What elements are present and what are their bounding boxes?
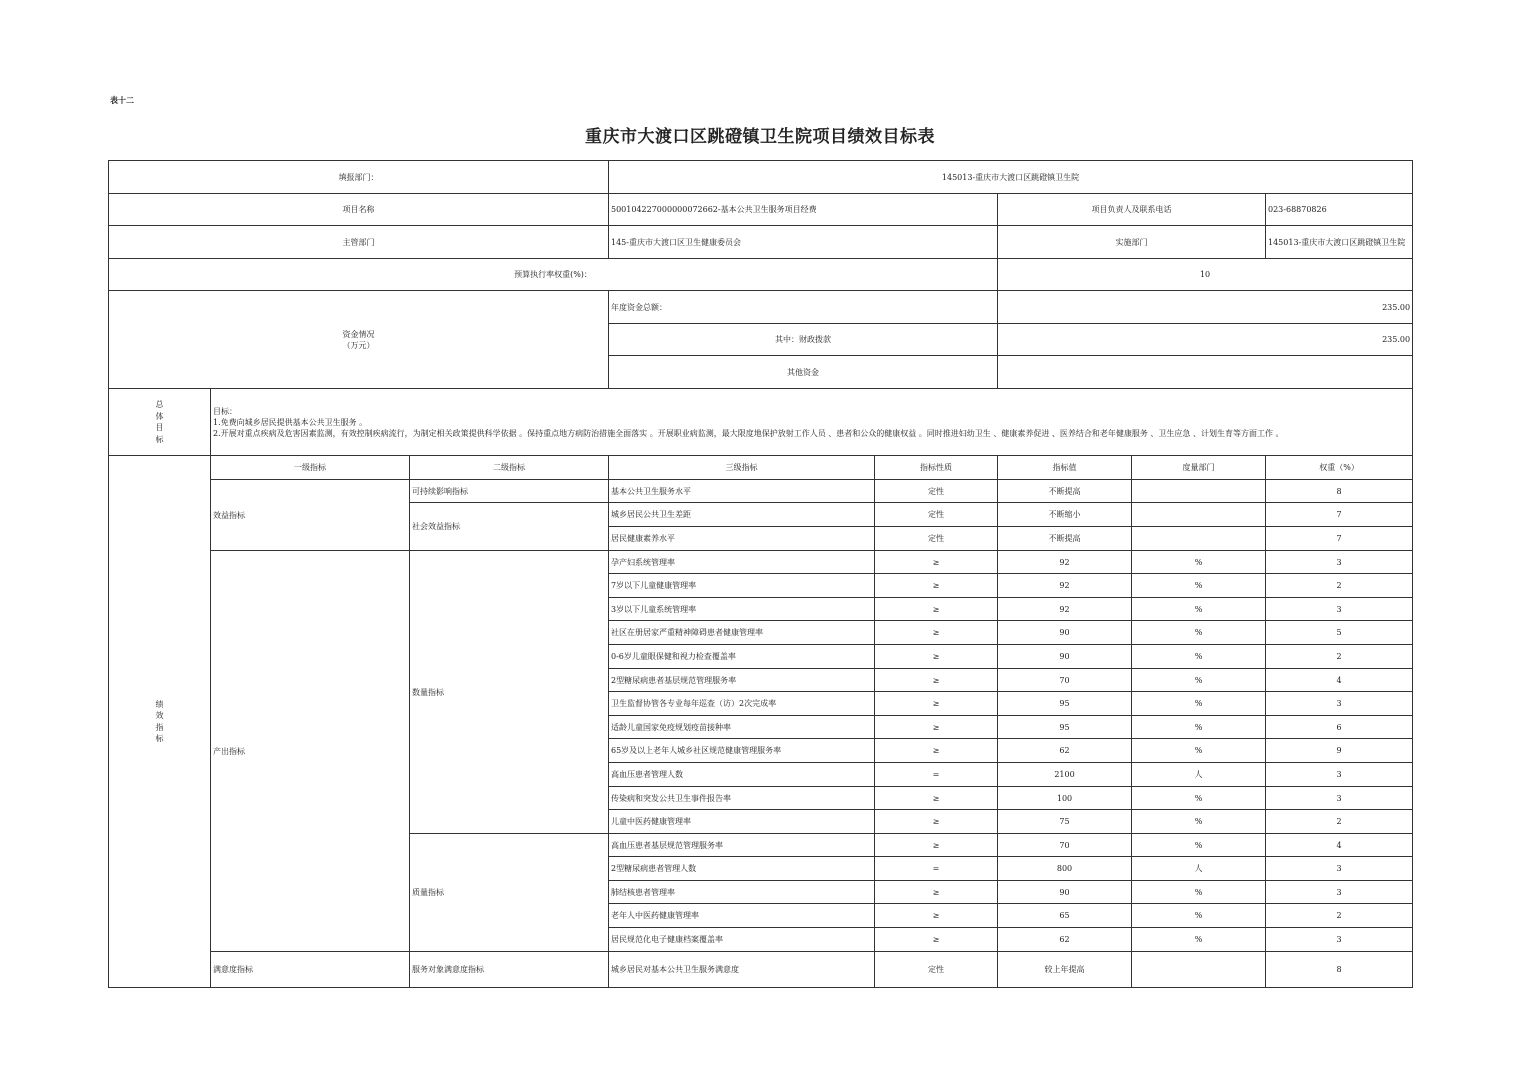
indicator-name: 0-6岁儿童眼保健和视力检查覆盖率 — [609, 645, 875, 669]
indicator-weight: 7 — [1266, 527, 1413, 551]
indicator-name: 老年人中医药健康管理率 — [609, 904, 875, 928]
project-name-label: 项目名称 — [109, 194, 609, 226]
level2-satisfaction: 服务对象满意度指标 — [410, 952, 609, 988]
indicator-value: 95 — [998, 716, 1132, 739]
indicator-nature: 定性 — [875, 503, 998, 527]
overall-goal-text — [211, 389, 1413, 456]
level1-benefit: 效益指标 — [211, 480, 410, 551]
header-level3: 三级指标 — [609, 456, 875, 480]
header-level1: 一级指标 — [211, 456, 410, 480]
indicator-value: 100 — [998, 787, 1132, 810]
indicator-weight: 4 — [1266, 834, 1413, 857]
indicator-unit — [1132, 527, 1266, 551]
goal-line-1: 目标： — [213, 406, 237, 416]
indicator-value: 不断提高 — [998, 480, 1132, 503]
indicator-nature: ≥ — [875, 904, 998, 928]
indicator-name: 65岁及以上老年人城乡社区规范健康管理服务率 — [609, 739, 875, 763]
indicator-unit: % — [1132, 904, 1266, 928]
indicator-name: 高血压患者管理人数 — [609, 763, 875, 787]
indicator-weight: 3 — [1266, 787, 1413, 810]
indicator-weight: 7 — [1266, 503, 1413, 527]
indicator-nature: ≥ — [875, 928, 998, 952]
annual-total-label: 年度资金总额： — [609, 291, 998, 324]
other-fund-label: 其他资金 — [609, 356, 998, 389]
page-title: 重庆市大渡口区跳磴镇卫生院项目绩效目标表 — [585, 127, 935, 147]
indicator-weight: 2 — [1266, 904, 1413, 928]
indicator-name: 2型糖尿病患者管理人数 — [609, 857, 875, 881]
indicator-unit: % — [1132, 739, 1266, 763]
level1-output: 产出指标 — [211, 551, 410, 952]
indicator-value: 90 — [998, 621, 1132, 645]
indicator-name: 城乡居民对基本公共卫生服务满意度 — [609, 952, 875, 988]
indicator-unit — [1132, 952, 1266, 988]
indicator-nature: ≥ — [875, 574, 998, 598]
table-row — [109, 480, 1413, 503]
level2-social: 社会效益指标 — [410, 503, 609, 551]
indicator-value: 800 — [998, 857, 1132, 881]
header-weight: 权重（%） — [1266, 456, 1413, 480]
fiscal-value: 235.00 — [998, 324, 1413, 356]
indicator-name: 城乡居民公共卫生差距 — [609, 503, 875, 527]
goal-line-3: 2.开展对重点疾病及危害因素监测，有效控制疾病流行，为制定相关政策提供科学依据 。保持重点地方病防治措施全面落实 。开展职业病监测，最大限度地保护放射工作人员 、患者和公众的健康权益 。同时推进妇幼卫生 、健康素养促进 、医养结合和老年健康服务 、卫生应急 、计划生育等方面工作 。 — [213, 428, 1284, 438]
indicator-weight: 3 — [1266, 881, 1413, 904]
indicator-unit: % — [1132, 810, 1266, 834]
indicator-weight: 3 — [1266, 692, 1413, 716]
indicator-unit: % — [1132, 787, 1266, 810]
indicator-nature: = — [875, 857, 998, 881]
indicator-name: 适龄儿童国家免疫规划疫苗接种率 — [609, 716, 875, 739]
indicator-nature: ≥ — [875, 881, 998, 904]
indicator-weight: 8 — [1266, 480, 1413, 503]
indicator-unit: % — [1132, 551, 1266, 574]
overall-goal-row — [109, 389, 1413, 456]
indicator-value: 90 — [998, 881, 1132, 904]
performance-goal-table — [108, 160, 1413, 988]
header-nature: 指标性质 — [875, 456, 998, 480]
indicator-name: 2型糖尿病患者基层规范管理服务率 — [609, 669, 875, 692]
indicator-unit: % — [1132, 834, 1266, 857]
indicator-nature: ≥ — [875, 645, 998, 669]
indicator-value: 92 — [998, 551, 1132, 574]
indicator-nature: ≥ — [875, 598, 998, 621]
indicator-name: 肺结核患者管理率 — [609, 881, 875, 904]
indicator-nature: 定性 — [875, 480, 998, 503]
indicator-unit: % — [1132, 669, 1266, 692]
indicator-unit: % — [1132, 574, 1266, 598]
indicator-unit: % — [1132, 928, 1266, 952]
indicator-nature: ≥ — [875, 621, 998, 645]
annual-total-row — [109, 291, 1413, 324]
level2-quantity: 数量指标 — [410, 551, 609, 834]
indicator-value: 不断缩小 — [998, 503, 1132, 527]
indicator-nature: ≥ — [875, 669, 998, 692]
indicator-value: 较上年提高 — [998, 952, 1132, 988]
overall-goal-label: 总 体 目 标 — [109, 389, 211, 456]
contact-label: 项目负责人及联系电话 — [998, 194, 1266, 226]
indicator-nature: ≥ — [875, 739, 998, 763]
level2-quality: 质量指标 — [410, 834, 609, 952]
project-name-value: 500104227000000072662-基本公共卫生服务项目经费 — [609, 194, 998, 226]
indicator-unit — [1132, 503, 1266, 527]
fund-label — [109, 291, 609, 389]
table-row — [109, 952, 1413, 988]
indicator-name: 儿童中医药健康管理率 — [609, 810, 875, 834]
indicator-value: 62 — [998, 739, 1132, 763]
level1-satisfaction: 满意度指标 — [211, 952, 410, 988]
indicator-value: 90 — [998, 645, 1132, 669]
dept-value: 145013-重庆市大渡口区跳磴镇卫生院 — [609, 161, 1413, 194]
indicator-name: 社区在册居家严重精神障碍患者健康管理率 — [609, 621, 875, 645]
indicator-weight: 2 — [1266, 574, 1413, 598]
indicator-weight: 6 — [1266, 716, 1413, 739]
level2-sustainable: 可持续影响指标 — [410, 480, 609, 503]
indicator-weight: 4 — [1266, 669, 1413, 692]
indicator-name: 7岁以下儿童健康管理率 — [609, 574, 875, 598]
indicator-nature: 定性 — [875, 527, 998, 551]
table-row — [109, 551, 1413, 574]
authority-label: 主管部门 — [109, 226, 609, 259]
indicator-unit: % — [1132, 716, 1266, 739]
authority-value: 145-重庆市大渡口区卫生健康委员会 — [609, 226, 998, 259]
indicator-weight: 2 — [1266, 810, 1413, 834]
indicator-name: 传染病和突发公共卫生事件报告率 — [609, 787, 875, 810]
indicator-name: 孕产妇系统管理率 — [609, 551, 875, 574]
indicator-header-row — [109, 456, 1413, 480]
indicator-weight: 8 — [1266, 952, 1413, 988]
dept-row — [109, 161, 1413, 194]
indicator-nature: 定性 — [875, 952, 998, 988]
indicator-weight: 5 — [1266, 621, 1413, 645]
indicator-unit: % — [1132, 621, 1266, 645]
indicator-weight: 3 — [1266, 763, 1413, 787]
fund-label-line2: （万元） — [342, 340, 375, 350]
indicator-value: 65 — [998, 904, 1132, 928]
perf-indicator-label: 绩 效 指 标 — [109, 456, 211, 988]
indicator-nature: ≥ — [875, 716, 998, 739]
indicator-unit: % — [1132, 881, 1266, 904]
table-number: 表十二 — [110, 95, 134, 105]
indicator-weight: 3 — [1266, 551, 1413, 574]
header-level2: 二级指标 — [410, 456, 609, 480]
indicator-unit: % — [1132, 645, 1266, 669]
indicator-unit: 人 — [1132, 857, 1266, 881]
indicator-value: 75 — [998, 810, 1132, 834]
indicator-weight: 2 — [1266, 645, 1413, 669]
indicator-nature: = — [875, 763, 998, 787]
indicator-name: 3岁以下儿童系统管理率 — [609, 598, 875, 621]
indicator-name: 卫生监督协管各专业每年巡查（访）2次完成率 — [609, 692, 875, 716]
indicator-unit — [1132, 480, 1266, 503]
header-value: 指标值 — [998, 456, 1132, 480]
indicator-weight: 3 — [1266, 598, 1413, 621]
indicator-name: 基本公共卫生服务水平 — [609, 480, 875, 503]
fund-label-line1: 资金情况 — [342, 329, 375, 339]
indicator-weight: 3 — [1266, 928, 1413, 952]
other-fund-value — [998, 356, 1413, 389]
indicator-nature: ≥ — [875, 834, 998, 857]
indicator-value: 92 — [998, 598, 1132, 621]
goal-line-2: 1.免费向城乡居民提供基本公共卫生服务 。 — [213, 417, 368, 427]
indicator-nature: ≥ — [875, 551, 998, 574]
impl-dept-value: 145013-重庆市大渡口区跳磴镇卫生院 — [1266, 226, 1413, 259]
indicator-unit: % — [1132, 692, 1266, 716]
indicator-name: 居民健康素养水平 — [609, 527, 875, 551]
indicator-nature: ≥ — [875, 692, 998, 716]
authority-row — [109, 226, 1413, 259]
project-name-row — [109, 194, 1413, 226]
impl-dept-label: 实施部门 — [998, 226, 1266, 259]
indicator-value: 70 — [998, 669, 1132, 692]
indicator-weight: 9 — [1266, 739, 1413, 763]
fiscal-label: 其中：财政拨款 — [609, 324, 998, 356]
budget-weight-row — [109, 259, 1413, 291]
indicator-value: 70 — [998, 834, 1132, 857]
indicator-name: 高血压患者基层规范管理服务率 — [609, 834, 875, 857]
indicator-nature: ≥ — [875, 810, 998, 834]
budget-weight-value: 10 — [998, 259, 1413, 291]
indicator-unit: 人 — [1132, 763, 1266, 787]
dept-label: 填报部门： — [109, 161, 609, 194]
indicator-value: 2100 — [998, 763, 1132, 787]
indicator-value: 62 — [998, 928, 1132, 952]
budget-weight-label: 预算执行率权重(%)： — [109, 259, 998, 291]
indicator-value: 92 — [998, 574, 1132, 598]
indicator-nature: ≥ — [875, 787, 998, 810]
indicator-value: 不断提高 — [998, 527, 1132, 551]
contact-value: 023-68870826 — [1266, 194, 1413, 226]
annual-total-value: 235.00 — [998, 291, 1413, 324]
indicator-unit: % — [1132, 598, 1266, 621]
header-unit: 度量部门 — [1132, 456, 1266, 480]
indicator-name: 居民规范化电子健康档案覆盖率 — [609, 928, 875, 952]
indicator-value: 95 — [998, 692, 1132, 716]
indicator-weight: 3 — [1266, 857, 1413, 881]
